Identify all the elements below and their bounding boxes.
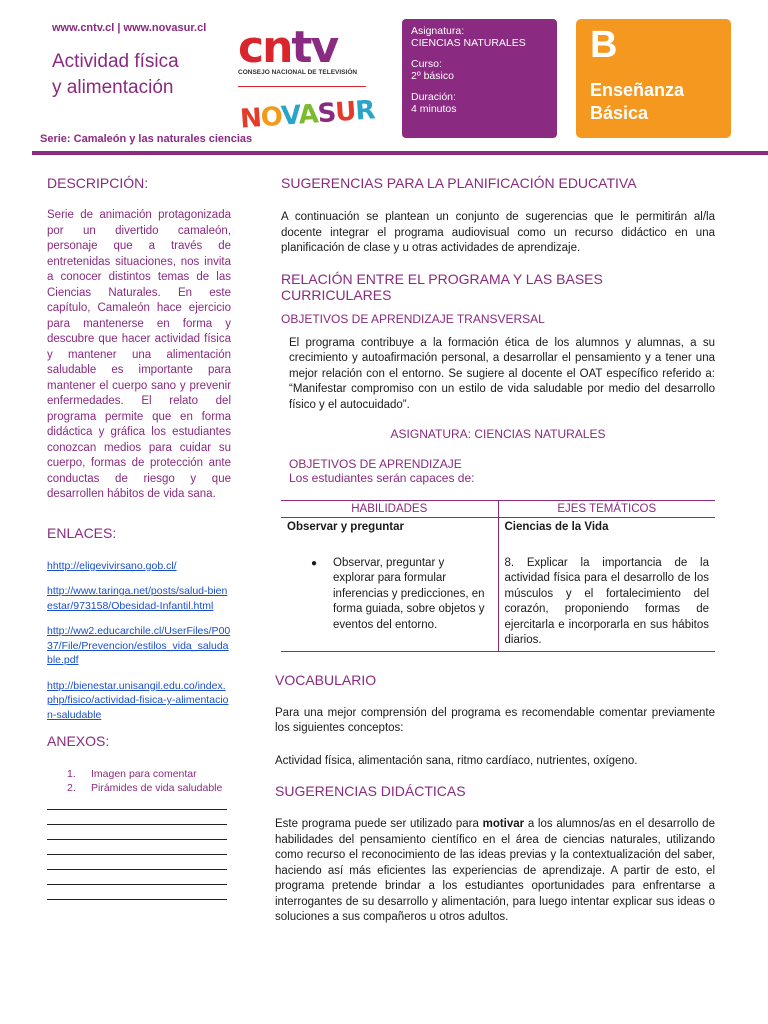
oa-heading: OBJETIVOS DE APRENDIZAJE: [289, 457, 462, 471]
level-box: [576, 19, 731, 138]
didacticas-text: [275, 817, 715, 926]
list-number: 2.: [67, 782, 76, 794]
header-divider: [32, 151, 768, 155]
anexos-list: [47, 767, 231, 795]
serie-label: Serie: Camaleón y las naturales ciencias: [40, 133, 253, 145]
descripcion-heading: DESCRIPCIÓN:: [47, 175, 149, 191]
oa-subheading: Los estudiantes serán capaces de:: [289, 471, 475, 485]
didacticas-text-bold: motivar: [482, 818, 525, 830]
cntv-logo-text: cntv: [238, 22, 338, 73]
info-box: [402, 19, 557, 138]
bullet-item: [287, 556, 492, 634]
level-label-line-2: Básica: [590, 103, 649, 123]
level-label: [590, 79, 717, 125]
note-line: [47, 854, 227, 855]
bullet-text: Observar, preguntar y explorar para formular inferencias y predicciones, en forma guiada, sobre objetos y eventos del entorno.: [333, 556, 485, 631]
oat-heading: OBJETIVOS DE APRENDIZAJE TRANSVERSAL: [281, 311, 545, 326]
enlaces-heading: ENLACES:: [47, 524, 117, 541]
didacticas-text-end: a los alumnos/as en el desarrollo de habilidades del pensamiento científico en el área de ciencias naturales, utilizando como recurso el reconocimiento de las ideas previas y la contextualización del saber, haciendo así más eficientes las experiencias de aprendizaje. A partir de esto, el programa pretende brindar a los estudiantes oportunidades para enfrentarse a interrogantes de su desarrollo y alimentación, para luego intentar explicar sus ideas o soluciones a sus compañeros u otros adultos.: [275, 818, 715, 923]
didacticas-text-start: Este programa puede ser utilizado para: [275, 818, 483, 830]
title-line-1: Actividad física: [52, 51, 179, 72]
novasur-logo: NOVASUR: [239, 95, 376, 135]
note-line: [47, 884, 227, 885]
cntv-logo-subtitle: CONSEJO NACIONAL DE TELEVISIÓN: [238, 69, 358, 76]
note-line: [47, 809, 227, 810]
table-header-habilidades: HABILIDADES: [281, 501, 498, 518]
table-cell: Observar y preguntar: [281, 518, 498, 538]
table-header-ejes: EJES TEMÁTICOS: [498, 501, 715, 518]
table-row: [281, 518, 715, 538]
page-title: [52, 49, 179, 101]
left-column: [47, 175, 231, 900]
cntv-logo-rule: [238, 86, 366, 87]
note-line: [47, 899, 227, 900]
notes-lines: [47, 809, 231, 900]
list-item: [47, 767, 231, 781]
note-line: [47, 869, 227, 870]
list-number: 1.: [67, 768, 76, 780]
asignatura-heading: ASIGNATURA: CIENCIAS NATURALES: [390, 427, 606, 441]
vocabulario-terms: Actividad física, alimentación sana, ritmo cardíaco, nutrientes, oxígeno.: [275, 754, 638, 767]
note-line: [47, 824, 227, 825]
didacticas-heading: SUGERENCIAS DIDÁCTICAS: [275, 783, 466, 799]
list-text: Imagen para comentar: [91, 768, 197, 780]
anexos-heading: ANEXOS:: [47, 733, 110, 749]
table-cell: 8. Explicar la importancia de la actividad física para el desarrollo de los músculos y el fortalecimiento del corazón, proponiendo formas de ejercitarla e incorporarla en sus hábitos diarios.: [498, 538, 715, 652]
enlace-link[interactable]: hhttp://eligevivirsano.gob.cl/: [47, 559, 177, 572]
curso-label: Curso:: [411, 58, 442, 70]
sugerencias-heading: SUGERENCIAS PARA LA PLANIFICACIÓN EDUCATIVA: [281, 175, 637, 191]
asignatura-label: Asignatura:: [411, 25, 465, 37]
note-line: [47, 839, 227, 840]
level-letter: B: [590, 24, 618, 66]
list-text: Pirámides de vida saludable: [91, 782, 223, 794]
bullet-icon: ●: [311, 557, 318, 569]
curriculum-table: [281, 500, 715, 652]
asignatura-value: CIENCIAS NATURALES: [411, 37, 526, 49]
curso-value: 2º básico: [411, 70, 454, 82]
enlaces-list: [47, 559, 231, 723]
header-links[interactable]: www.cntv.cl | www.novasur.cl: [52, 22, 207, 34]
table-cell: [281, 538, 498, 652]
table-row: [281, 538, 715, 652]
oat-text: El programa contribuye a la formación ética de los alumnos y alumnas, a su crecimiento y autoafirmación personal, a desarrollar el pensamiento y a tener una mejor relación con el entorno. Se sugiere al docente el OAT específico referido a: “Manifestar compromiso con un estilo de vida saludable por medio del desarrollo físico y el autocuidado”.: [289, 336, 715, 411]
descripcion-text: Serie de animación protagonizada por un divertido camaleón, personaje que a través de entretenidas situaciones, nos invita a conocer distintos temas de las Ciencias Naturales. En este capítulo, Camaleón hace ejercicio para mantenerse en forma y descubre que hacer actividad física y mantener una alimentación saludable es importante para mantener el cuerpo sano y prevenir enfermedades. El relato del programa permite que en forma didáctica y gráfica los estudiantes conozcan medios para cuidar su cuerpo, formas de protección ante conductas de riesgo y que desarrollen hábitos de vida sana.: [47, 209, 231, 500]
right-column: [275, 175, 715, 926]
vocabulario-heading: VOCABULARIO: [275, 671, 377, 688]
enlace-link[interactable]: http://www.taringa.net/posts/salud-bienestar/973158/Obesidad-Infantil.html: [47, 585, 228, 612]
sugerencias-text: A continuación se plantean un conjunto de sugerencias que le permitirán al/la docente integrar el programa audiovisual como un recurso didáctico en una planificación de clase y u otras actividades de aprendizaje.: [281, 211, 715, 254]
duracion-value: 4 minutos: [411, 103, 457, 115]
enlace-link[interactable]: http://ww2.educarchile.cl/UserFiles/P0037/File/Prevencion/estilos_vida_saludable.pdf: [47, 625, 231, 666]
vocabulario-text: Para una mejor comprensión del programa es recomendable comentar previamente los siguientes conceptos:: [275, 706, 715, 734]
level-label-line-1: Enseñanza: [590, 80, 685, 100]
cntv-logo: [238, 22, 368, 87]
duracion-label: Duración:: [411, 91, 456, 103]
table-cell: Ciencias de la Vida: [504, 521, 609, 533]
enlace-link[interactable]: http://bienestar.unisangil.edu.co/index.php/fisico/actividad-fisica-y-alimentacion-saludable: [47, 679, 229, 721]
title-line-2: y alimentación: [52, 77, 174, 98]
relacion-heading: RELACIÓN ENTRE EL PROGRAMA Y LAS BASES CURRICULARES: [281, 270, 603, 303]
list-item: [47, 781, 231, 795]
